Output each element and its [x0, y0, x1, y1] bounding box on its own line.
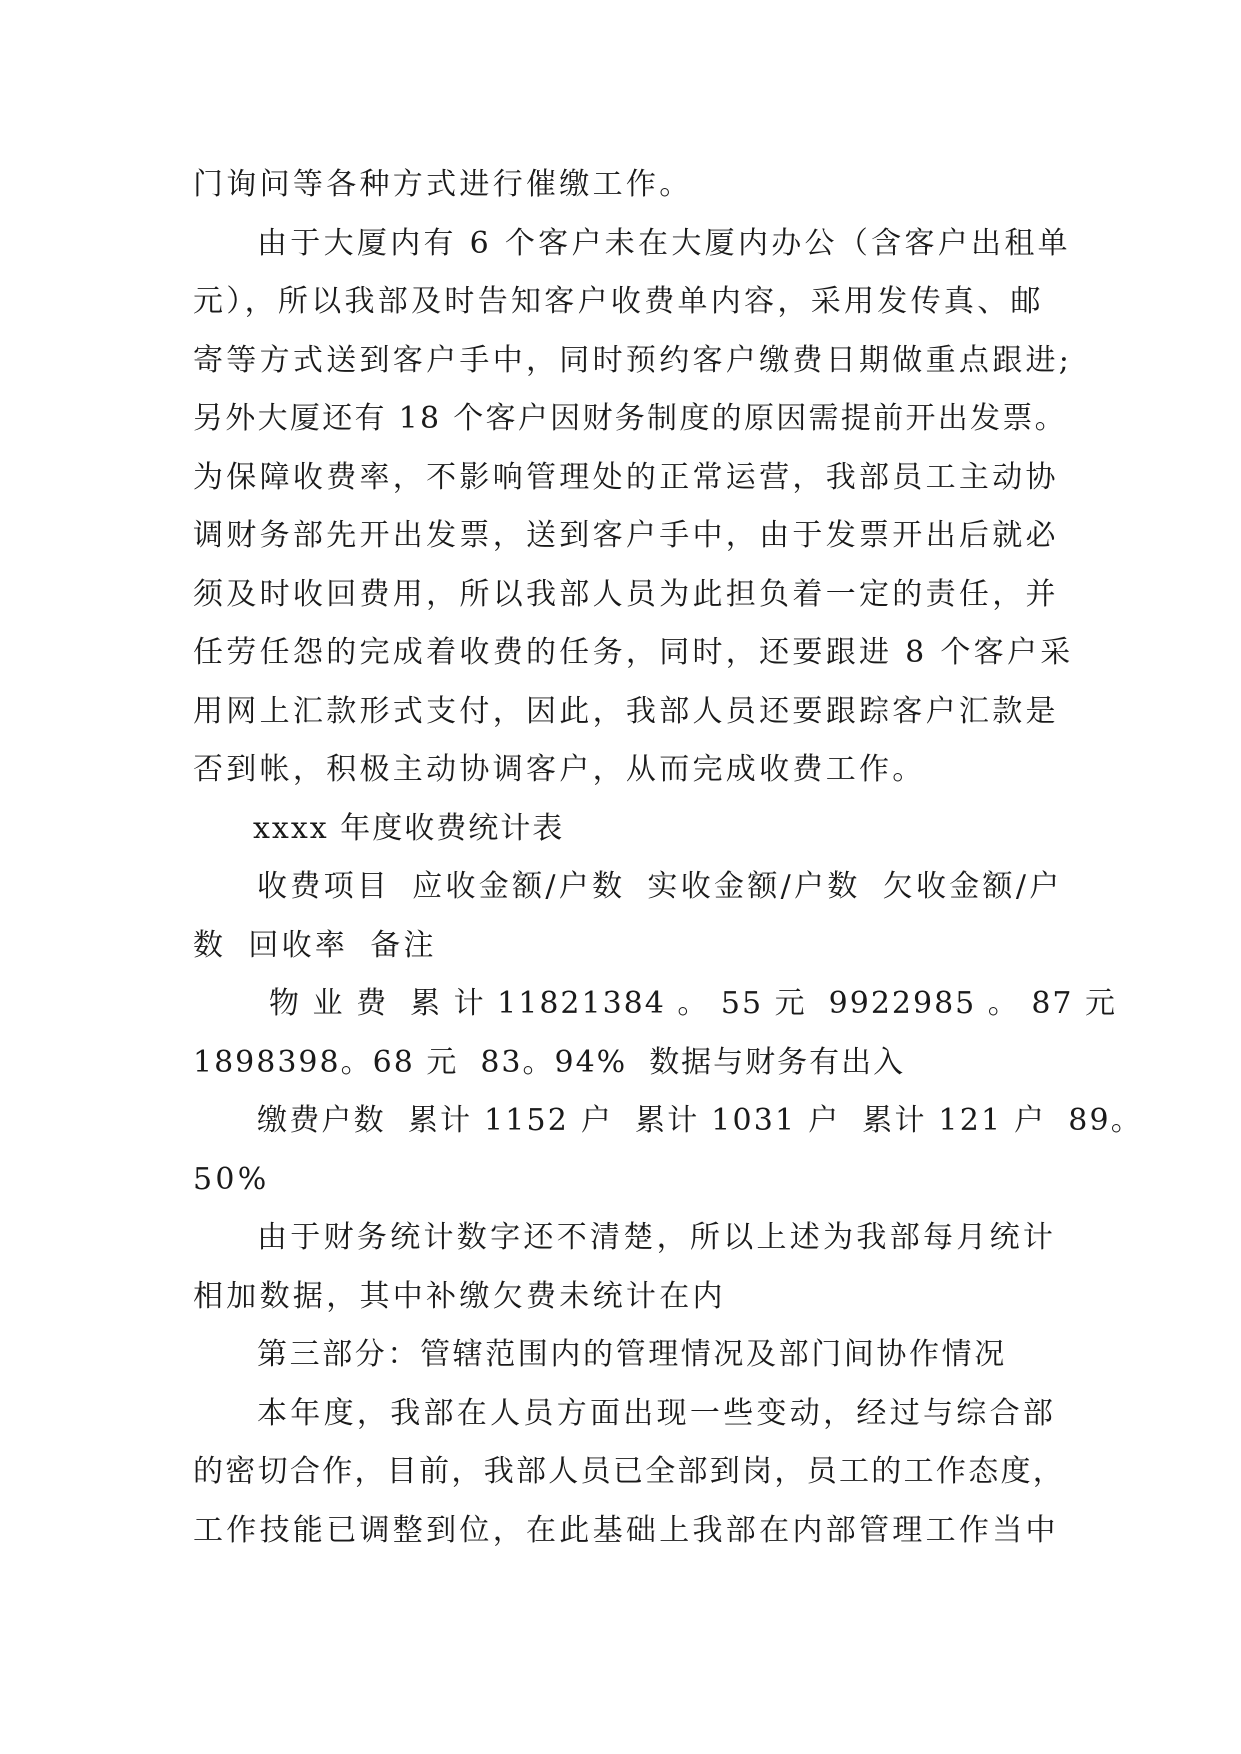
paragraph-line: 用网上汇款形式支付，因此，我部人员还要跟踪客户汇款是 — [193, 693, 1059, 729]
table-cell: 1898398。68 元 — [193, 1044, 459, 1080]
table-header-cell: 应收金额/户数 — [412, 869, 626, 904]
paragraph-line: 工作技能已调整到位，在此基础上我部在内部管理工作当中 — [193, 1512, 1059, 1548]
table-row — [193, 1151, 1053, 1210]
table-header-cell: 实收金额/户数 — [647, 869, 861, 904]
table-cell: 50% — [193, 1161, 270, 1197]
table-cell: 累计 1031 户 — [635, 1103, 841, 1138]
paragraph-line: 由于大厦内有 6 个客户未在大厦内办公（含客户出租单 — [257, 225, 1071, 261]
section-heading: 第三部分：管辖范围内的管理情况及部门间协作情况 — [257, 1337, 1007, 1372]
paragraph-line: 由于财务统计数字还不清楚，所以上述为我部每月统计 — [257, 1220, 1057, 1255]
paragraph-line: 寄等方式送到客户手中，同时预约客户缴费日期做重点跟进; — [193, 342, 1073, 378]
table-cell: 83。94% — [480, 1044, 628, 1080]
table-title: xxxx 年度收费统计表 — [253, 810, 565, 846]
table-cell: 9922985 。 87 元 — [828, 986, 1118, 1021]
paragraph-line: 调财务部先开出发票，送到客户手中，由于发票开出后就必 — [193, 518, 1059, 553]
paragraph-line: 否到帐，积极主动协调客户，从而完成收费工作。 — [193, 752, 926, 787]
paragraph-line: 本年度，我部在人员方面出现一些变动，经过与综合部 — [257, 1395, 1057, 1431]
document-page — [193, 156, 1143, 1560]
table-row — [193, 1092, 1143, 1151]
paragraph-line: 为保障收费率，不影响管理处的正常运营，我部员工主动协 — [193, 459, 1059, 495]
table-header-row — [193, 858, 1063, 917]
paragraph-line: 另外大厦还有 18 个客户因财务制度的原因需提前开出发票。 — [193, 401, 1067, 436]
paragraph-line: 门询问等各种方式进行催缴工作。 — [193, 167, 693, 202]
table-cell: 89。 — [1068, 1103, 1143, 1138]
table-cell: 累计 1152 户 — [407, 1103, 614, 1138]
table-header-row — [193, 917, 1053, 976]
table-header-cell: 备注 — [370, 927, 437, 963]
table-header-cell: 欠收金额/户 — [882, 869, 1063, 904]
paragraph-line: 的密切合作，目前，我部人员已全部到岗，员工的工作态度， — [193, 1454, 1066, 1489]
table-row — [193, 1034, 1053, 1093]
table-cell: 累计 121 户 — [862, 1103, 1047, 1138]
table-row — [193, 975, 1118, 1034]
paragraph-line: 元），所以我部及时告知客户收费单内容，采用发传真、邮 — [193, 284, 1044, 319]
table-cell: 缴费户数 — [257, 1103, 386, 1138]
table-cell: 物 业 费 — [269, 986, 389, 1021]
paragraph-line: 须及时收回费用，所以我部人员为此担负着一定的责任，并 — [193, 576, 1059, 612]
table-header-cell: 数 — [193, 927, 227, 963]
paragraph-line: 任劳任怨的完成着收费的任务，同时，还要跟进 8 个客户采 — [193, 635, 1074, 670]
table-cell: 累 计 11821384 。 55 元 — [410, 986, 807, 1021]
table-header-cell: 收费项目 — [257, 869, 391, 904]
table-cell: 数据与财务有出入 — [649, 1044, 906, 1080]
table-header-cell: 回收率 — [248, 927, 349, 963]
paragraph-line: 相加数据，其中补缴欠费未统计在内 — [193, 1278, 726, 1314]
